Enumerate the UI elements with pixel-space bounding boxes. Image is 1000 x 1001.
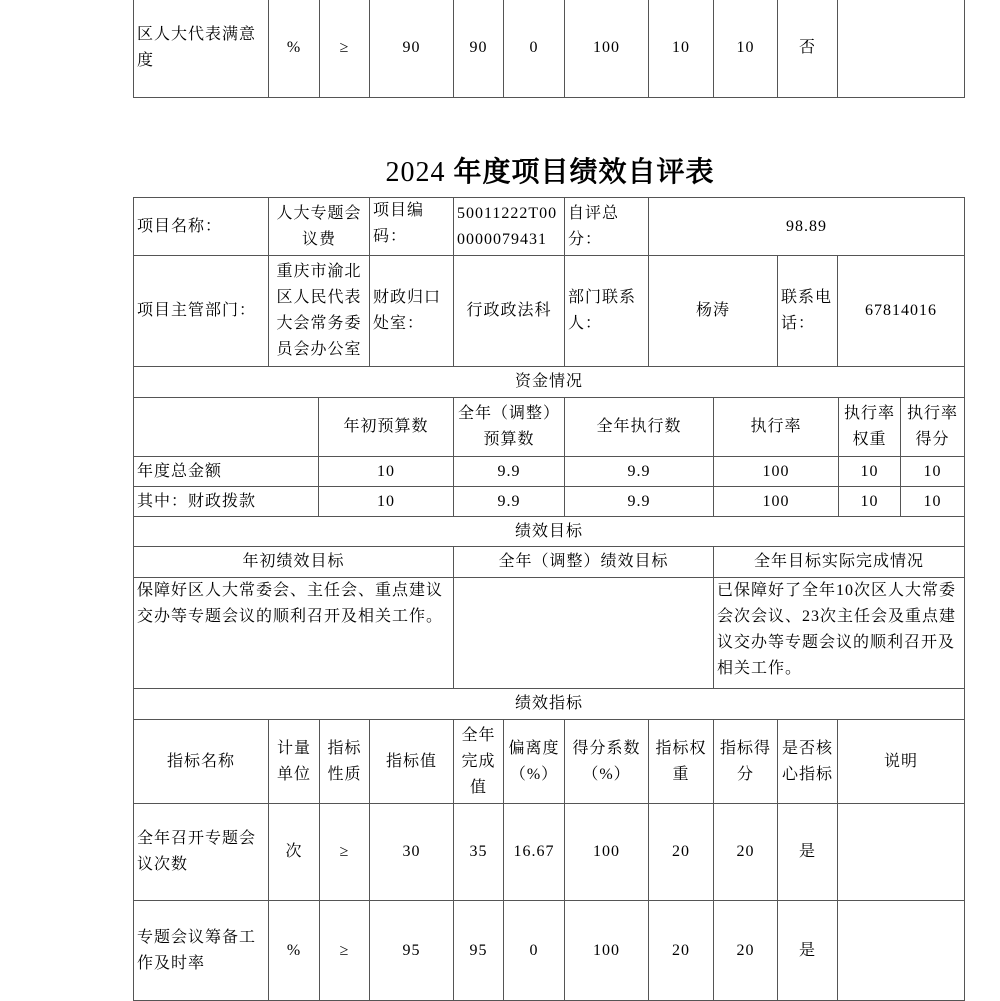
indicator-header — [503, 719, 565, 804]
indicator-cell — [268, 803, 320, 901]
indicator-header-text: 指标值 — [385, 752, 437, 770]
indicator-cell — [453, 803, 504, 901]
indicator-cell — [648, 900, 714, 1001]
prev-row-name-text: 区人大代表满意度 — [137, 26, 257, 69]
title-year: 2024 — [385, 157, 446, 188]
funds-cell — [838, 486, 901, 517]
funds-header-text: 执行率权重 — [843, 405, 895, 448]
prev-row-target-text: 90 — [402, 39, 421, 56]
phone-value-text: 67814016 — [865, 302, 937, 319]
indicator-cell-text: 20 — [736, 843, 755, 860]
indicator-cell-text: 0 — [529, 941, 539, 959]
indicator-header — [648, 719, 714, 804]
indicator-cell-text: 16.67 — [513, 843, 555, 860]
indicator-cell — [453, 900, 504, 1001]
indicator-header-text: 说明 — [883, 752, 918, 770]
indicator-cell — [837, 803, 965, 901]
dept-label — [133, 255, 269, 367]
indicator-cell-text: 20 — [672, 843, 690, 860]
indicator-cell — [564, 900, 649, 1001]
indicator-header — [268, 719, 320, 804]
indicator-cell — [777, 900, 838, 1001]
phone-label-text: 联系电话： — [781, 289, 833, 332]
indicator-cell — [713, 900, 778, 1001]
funds-cell-text: 10 — [377, 462, 395, 480]
funds-cell-text: 10 — [923, 492, 942, 510]
funds-header — [713, 397, 839, 457]
indicator-cell-text: 20 — [736, 941, 755, 959]
goals-header — [713, 546, 965, 578]
contact-label — [564, 255, 649, 367]
indicator-cell — [133, 803, 269, 901]
funds-cell — [838, 456, 901, 487]
goals-section-title — [133, 516, 965, 547]
funds-cell — [453, 456, 565, 487]
prev-row-name — [133, 0, 269, 98]
prev-row-core-text: 否 — [798, 39, 816, 56]
funds-header — [318, 397, 454, 457]
indicator-cell — [319, 900, 370, 1001]
project-name-value-text: 人大专题会议费 — [276, 204, 362, 248]
page-title — [0, 150, 1000, 190]
indicator-cell — [133, 900, 269, 1001]
prev-row-unit — [268, 0, 320, 98]
funds-cell-text: 9.9 — [497, 462, 521, 480]
indicator-cell — [564, 803, 649, 901]
funds-section-title-text: 资金情况 — [514, 373, 583, 390]
goals-section-title-text: 绩效目标 — [514, 522, 583, 540]
project-name-label-text: 项目名称： — [137, 217, 223, 235]
total-score-value-text: 98.89 — [786, 217, 827, 235]
funds-cell — [318, 486, 454, 517]
project-code-value-text: 50011222T000000079431 — [457, 204, 558, 248]
funds-header-text: 全年（调整）预算数 — [457, 405, 560, 448]
funds-cell-text: 10 — [860, 492, 879, 510]
contact-label-text: 部门联系人： — [568, 289, 637, 332]
prev-row-unit-text: % — [286, 39, 302, 56]
indicator-cell — [369, 900, 454, 1001]
project-name-label — [133, 197, 269, 256]
phone-label — [777, 255, 838, 367]
indicator-header — [453, 719, 504, 804]
prev-row-coef-text: 100 — [593, 39, 620, 56]
indicator-header-text: 是否核心指标 — [781, 739, 833, 783]
total-score-label — [564, 197, 649, 256]
funds-header — [900, 397, 965, 457]
indicator-cell — [503, 900, 565, 1001]
indicator-header — [133, 719, 269, 804]
prev-row-nature-text: ≥ — [339, 39, 350, 56]
funds-cell-text: 100 — [762, 492, 790, 510]
indicator-cell — [837, 900, 965, 1001]
phone-value — [837, 255, 965, 367]
funds-cell-text: 9.9 — [627, 462, 651, 480]
funds-header — [453, 397, 565, 457]
funds-cell-text: 9.9 — [497, 492, 521, 510]
goal-actual — [713, 577, 965, 689]
funds-header-text: 全年执行数 — [596, 418, 682, 435]
indicator-header — [564, 719, 649, 804]
prev-row-core — [777, 0, 838, 98]
goal-initial — [133, 577, 454, 689]
title-text: 年度项目绩效自评表 — [453, 157, 715, 188]
funds-cell-text: 100 — [762, 462, 790, 480]
funds-header-text: 年初预算数 — [343, 418, 429, 435]
funds-cell — [133, 456, 319, 487]
prev-row-nature — [319, 0, 370, 98]
prev-row-deviation-text: 0 — [529, 39, 539, 56]
funds-cell — [900, 486, 965, 517]
funds-cell-text: 10 — [923, 462, 942, 480]
funds-cell — [318, 456, 454, 487]
prev-row-target — [369, 0, 454, 98]
dept-value — [268, 255, 370, 367]
indicator-cell-text: 专题会议筹备工作及时率 — [137, 928, 257, 972]
indicator-header-text: 得分系数（%） — [572, 739, 641, 783]
goals-header — [453, 546, 714, 578]
indicator-cell — [319, 803, 370, 901]
indicator-header — [777, 719, 838, 804]
indicator-header-text: 指标名称 — [166, 752, 235, 770]
funds-header-text: 执行率 — [750, 418, 802, 435]
indicator-header-text: 计量单位 — [276, 739, 311, 783]
indicator-cell-text: 95 — [402, 941, 421, 959]
goals-header — [133, 546, 454, 578]
funds-cell — [564, 486, 714, 517]
indicator-cell — [648, 803, 714, 901]
indicator-header — [319, 719, 370, 804]
funds-cell-text: 10 — [377, 492, 395, 510]
total-score-value — [648, 197, 965, 256]
contact-value — [648, 255, 778, 367]
project-code-label-text: 项目编码： — [373, 202, 425, 245]
project-name-value — [268, 197, 370, 256]
indicator-cell — [503, 803, 565, 901]
dept-label-text: 项目主管部门： — [137, 302, 257, 319]
indicator-cell-text: 35 — [469, 843, 488, 860]
indicator-header — [837, 719, 965, 804]
indicator-cell-text: 是 — [798, 843, 816, 860]
prev-row-weight-text: 10 — [672, 39, 690, 56]
goals-header-text: 全年目标实际完成情况 — [753, 553, 924, 570]
goal-initial-text: 保障好区人大常委会、主任会、重点建议交办等专题会议的顺利召开及相关工作。 — [137, 582, 444, 625]
indicator-cell-text: 次 — [285, 843, 303, 860]
prev-row-coef — [564, 0, 649, 98]
indicator-cell-text: 全年召开专题会议次数 — [137, 830, 257, 873]
indicator-header-text: 偏离度（%） — [508, 739, 560, 783]
prev-row-deviation — [503, 0, 565, 98]
indicator-cell-text: 100 — [593, 843, 620, 860]
funds-cell — [900, 456, 965, 487]
indicator-cell-text: 30 — [402, 843, 421, 860]
goals-header-text: 年初绩效目标 — [242, 553, 345, 570]
total-score-label-text: 自评总分： — [568, 204, 620, 248]
funds-cell-text: 10 — [860, 462, 879, 480]
indicator-header — [369, 719, 454, 804]
finance-office-value — [453, 255, 565, 367]
indicator-header-text: 指标得分 — [719, 739, 771, 783]
indicator-cell — [268, 900, 320, 1001]
indicator-cell-text: ≥ — [339, 941, 350, 959]
funds-header — [838, 397, 901, 457]
project-code-label — [369, 197, 454, 256]
prev-row-note — [837, 0, 965, 98]
goals-header-text: 全年（调整）绩效目标 — [498, 553, 669, 570]
funds-cell-text: 年度总金额 — [137, 462, 223, 480]
finance-office-value-text: 行政政法科 — [466, 302, 552, 319]
funds-cell-text: 9.9 — [627, 492, 651, 510]
indicator-cell — [369, 803, 454, 901]
funds-header-text: 执行率得分 — [906, 405, 958, 448]
goal-adjusted — [453, 577, 714, 689]
funds-cell-text: 其中：财政拨款 — [137, 492, 257, 510]
funds-cell — [564, 456, 714, 487]
prev-row-weight — [648, 0, 714, 98]
indicator-header-text: 全年完成值 — [461, 726, 496, 796]
dept-value-text: 重庆市渝北区人民代表大会常务委员会办公室 — [276, 263, 362, 358]
finance-office-label — [369, 255, 454, 367]
indicator-cell-text: 是 — [798, 941, 816, 959]
indicator-cell-text: 20 — [672, 941, 690, 959]
funds-cell — [133, 486, 319, 517]
contact-value-text: 杨涛 — [695, 302, 730, 319]
funds-section-title — [133, 366, 965, 398]
prev-row-score-text: 10 — [736, 39, 755, 56]
funds-cell — [713, 486, 839, 517]
indicator-cell — [777, 803, 838, 901]
indicators-section-title-text: 绩效指标 — [514, 695, 583, 712]
goal-actual-text: 已保障好了全年10次区人大常委会次会议、23次主任会及重点建议交办等专题会议的顺利召开及相关工作。 — [717, 582, 957, 677]
funds-cell — [453, 486, 565, 517]
indicator-header-text: 指标权重 — [655, 739, 707, 783]
finance-office-label-text: 财政归口处室： — [373, 289, 442, 332]
prev-row-score — [713, 0, 778, 98]
funds-header — [564, 397, 714, 457]
funds-cell — [713, 456, 839, 487]
indicator-cell-text: ≥ — [339, 843, 350, 860]
funds-header — [133, 397, 319, 457]
prev-row-actual — [453, 0, 504, 98]
indicators-section-title — [133, 688, 965, 720]
indicator-header-text: 指标性质 — [327, 739, 362, 783]
indicator-header — [713, 719, 778, 804]
prev-row-actual-text: 90 — [469, 39, 488, 56]
project-code-value — [453, 197, 565, 256]
indicator-cell — [713, 803, 778, 901]
indicator-cell-text: 95 — [469, 941, 488, 959]
indicator-cell-text: % — [286, 941, 302, 959]
indicator-cell-text: 100 — [593, 941, 620, 959]
